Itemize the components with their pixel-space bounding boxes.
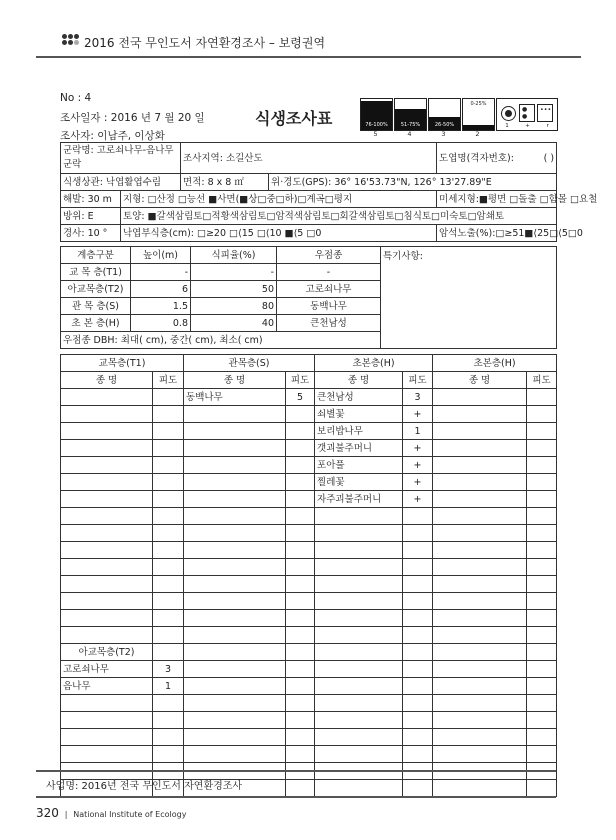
location-cell: 조사지역: 소길산도 [181,143,437,174]
col-name-header: 종 명 [61,372,153,389]
table-row [61,559,557,576]
table-row: 교 목 층(T1) - - - [61,264,557,281]
cov-num: 2 [475,130,480,138]
page-header [36,30,581,58]
species-name: 보리밥나무 [315,423,403,440]
cov-box-3: 26-50% [428,98,461,131]
species-cover: 3 [403,389,433,406]
sociability-box [496,98,558,131]
dots-square-icon: ● ● [519,104,535,122]
map-no-cell: 도엽명(격자번호): ( ) [437,143,557,174]
rock-cell: 암석노출(%):□≥51■⟨25□⟨5□0 [437,225,557,242]
dots-square-icon: ∙∙∙ [537,104,553,122]
footer-project: 사업명: 2016년 전국 무인도서 자연환경조사 [36,770,556,798]
table-row: 아교목층(T2) 6 50 고로쇠나무 [61,281,557,298]
col-cover-header: 피도 [527,372,557,389]
species-cover: + [403,457,433,474]
table-row [61,576,557,593]
aspect-cell: 방위: E [61,208,121,225]
cov-num: 4 [407,130,412,138]
cov-num: 3 [441,130,446,138]
table-row [61,610,557,627]
table-row [61,457,557,474]
strata-header: 식피율(%) [191,247,277,264]
species-cover: 5 [286,389,315,406]
group-header: 초본층(H) [315,355,433,372]
species-name: 자주괴불주머니 [315,491,403,508]
table-row [61,474,557,491]
table-row [61,508,557,525]
strata-table [60,246,557,349]
page-number: 320 | National Institute of Ecology [36,806,187,820]
community-cell: 군락명: 고로쇠나무-음나무 군락 [61,143,181,174]
site-info-table [60,142,598,242]
circle-icon [501,106,516,121]
species-cover: 1 [403,423,433,440]
soil-cell: 토양: ■갈색삼림토□적황색삼림토□암적색삼림토□회갈색삼림토□침식토□미숙토□암쇄토 [121,208,557,225]
species-name: 포아풀 [315,457,403,474]
group-header: 초본층(H) [433,355,557,372]
table-row [61,661,557,678]
cov-box-4: 51-75% [394,98,427,131]
species-cover: 3 [153,661,184,678]
cov-num: 5 [373,130,378,138]
table-row [61,440,557,457]
micro-terrain-cell: 미세지형:■평면 □돌출 □함몰 □요철 [437,191,557,208]
species-cover: + [403,474,433,491]
surveyor: 조사자: 이남주, 이상화 [60,130,165,142]
table-row [61,627,557,644]
soc-num: + [525,123,530,129]
cov-box-5: 76-100% [360,98,393,131]
species-col-header-row [61,372,557,389]
species-name: 갯괴불주머니 [315,440,403,457]
species-name: 큰천남성 [315,389,403,406]
header-title: 2016 전국 무인도서 자연환경조사 – 보령권역 [84,36,326,50]
table-row [61,729,557,746]
strata-header: 계층구분 [61,247,131,264]
group-header: 관목층(S) [184,355,315,372]
table-row [61,389,557,406]
strata-header: 우점종 [277,247,381,264]
table-row [61,593,557,610]
soc-num: 1 [505,123,509,129]
dots-icon [62,34,80,48]
form-number: No : 4 [60,92,92,104]
terrain-cell: 지형: □산정 □능선 ■사면(■상□중□하)□계곡□평지 [121,191,437,208]
table-row [61,746,557,763]
t2-label: 아교목층(T2) [61,644,153,661]
table-row [61,423,557,440]
dbh-cell: 우점종 DBH: 최대( cm), 중간( cm), 최소( cm) [61,332,381,349]
group-header: 교목층(T1) [61,355,184,372]
table-row [61,695,557,712]
table-row [61,525,557,542]
col-name-header: 종 명 [433,372,527,389]
species-table [60,354,557,797]
col-cover-header: 피도 [286,372,315,389]
cov-box-2: 0-25% [462,98,495,131]
gps-cell: 위·경도(GPS): 36° 16'53.73"N, 126° 13'27.89"E [269,174,557,191]
strata-header: 높이(m) [131,247,191,264]
species-name: 고로쇠나무 [61,661,153,678]
physiognomy-cell: 식생상관: 낙엽활엽수림 [61,174,181,191]
species-name: 음나무 [61,678,153,695]
table-row [61,678,557,695]
species-cover: + [403,406,433,423]
species-name: 동백나무 [184,389,286,406]
species-cover: + [403,440,433,457]
table-row [61,644,557,661]
notes-cell: 특기사항: [381,247,557,349]
species-name: 찔레꽃 [315,474,403,491]
survey-date: 조사일자 : 2016 년 7 월 20 일 [60,112,205,124]
table-row [61,491,557,508]
species-cover: + [403,491,433,508]
table-row [61,542,557,559]
col-cover-header: 피도 [153,372,184,389]
col-name-header: 종 명 [315,372,403,389]
table-row [61,712,557,729]
slope-cell: 경사: 10 ° [61,225,121,242]
species-cover: 1 [153,678,184,695]
col-cover-header: 피도 [403,372,433,389]
table-row: 관 목 층(S) 1.5 80 동백나무 [61,298,557,315]
table-row [61,406,557,423]
altitude-cell: 해발: 30 m [61,191,121,208]
species-group-header-row [61,355,557,372]
form-title: 식생조사표 [255,109,333,128]
soc-num: r [546,123,549,129]
species-name: 쇠별꽃 [315,406,403,423]
col-name-header: 종 명 [184,372,286,389]
litter-cell: 낙엽부식층(cm): □≥20 □⟨15 □⟨10 ■⟨5 □0 [121,225,437,242]
table-row: 초 본 층(H) 0.8 40 큰천남성 [61,315,557,332]
area-cell: 면적: 8 x 8 ㎡ [181,174,269,191]
